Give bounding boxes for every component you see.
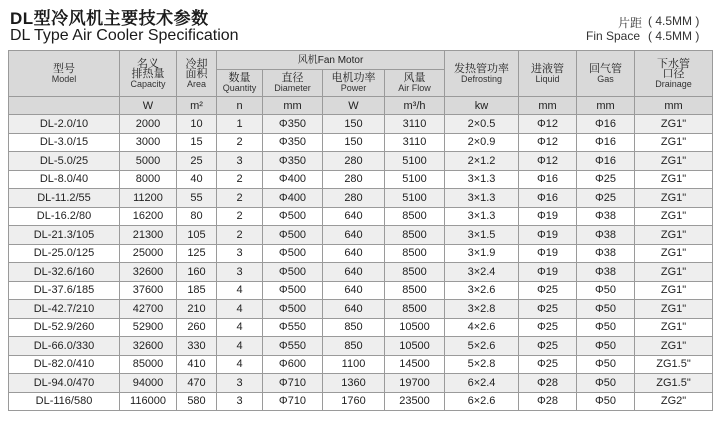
table-cell: Φ500 — [263, 244, 323, 263]
table-row — [9, 189, 713, 208]
table-cell: 1 — [217, 115, 263, 134]
table-cell: 11200 — [120, 189, 177, 208]
table-cell: Φ350 — [263, 133, 323, 152]
table-cell: Φ710 — [263, 374, 323, 393]
header-drainage: 下水管 口径 Drainage — [635, 51, 713, 97]
header-airflow: 风量 Air Flow — [385, 70, 445, 97]
table-cell: Φ25 — [577, 170, 635, 189]
table-cell: 4 — [217, 281, 263, 300]
table-cell: Φ50 — [577, 281, 635, 300]
table-cell: 4 — [217, 318, 263, 337]
table-cell: 640 — [323, 226, 385, 245]
table-cell: Φ16 — [577, 152, 635, 171]
unit-cell: mm — [577, 97, 635, 115]
table-cell: 3000 — [120, 133, 177, 152]
model-cell: DL-66.0/330 — [9, 337, 120, 356]
table-cell: 52900 — [120, 318, 177, 337]
table-cell: Φ400 — [263, 189, 323, 208]
table-cell: 25 — [177, 152, 217, 171]
table-cell: 3 — [217, 152, 263, 171]
header-liquid: 进液管 Liquid — [519, 51, 577, 97]
table-cell: 185 — [177, 281, 217, 300]
table-cell: 4 — [217, 337, 263, 356]
table-cell: 150 — [323, 115, 385, 134]
table-cell: Φ50 — [577, 337, 635, 356]
table-cell: Φ28 — [519, 392, 577, 411]
table-cell: 80 — [177, 207, 217, 226]
table-cell: 4 — [217, 355, 263, 374]
model-cell: DL-82.0/410 — [9, 355, 120, 374]
table-cell: 2 — [217, 189, 263, 208]
table-cell: 2×0.5 — [445, 115, 519, 134]
unit-cell: W — [323, 97, 385, 115]
table-cell: 55 — [177, 189, 217, 208]
fin-space-label-en: Fin Space — [586, 29, 641, 43]
table-cell: Φ16 — [577, 133, 635, 152]
table-cell: 2×0.9 — [445, 133, 519, 152]
table-cell: 150 — [323, 133, 385, 152]
table-cell: ZG1" — [635, 318, 713, 337]
table-cell: 3×2.4 — [445, 263, 519, 282]
table-row — [9, 281, 713, 300]
table-cell: 105 — [177, 226, 217, 245]
table-cell: 116000 — [120, 392, 177, 411]
table-cell: Φ25 — [577, 189, 635, 208]
table-cell: 40 — [177, 170, 217, 189]
page-title-cn: DL型冷风机主要技术参数 — [10, 9, 209, 28]
table-cell: 37600 — [120, 281, 177, 300]
model-cell: DL-8.0/40 — [9, 170, 120, 189]
table-cell: ZG1" — [635, 244, 713, 263]
table-cell: 850 — [323, 337, 385, 356]
table-cell: 580 — [177, 392, 217, 411]
model-cell: DL-2.0/10 — [9, 115, 120, 134]
table-cell: 10500 — [385, 318, 445, 337]
table-cell: Φ38 — [577, 226, 635, 245]
table-cell: 330 — [177, 337, 217, 356]
table-row — [9, 244, 713, 263]
model-cell: DL-16.2/80 — [9, 207, 120, 226]
header-diameter: 直径 Diameter — [263, 70, 323, 97]
table-cell: 2000 — [120, 115, 177, 134]
table-cell: ZG1" — [635, 263, 713, 282]
table-cell: Φ19 — [519, 226, 577, 245]
header-quantity: 数量 Quantity — [217, 70, 263, 97]
unit-cell: mm — [263, 97, 323, 115]
unit-cell: W — [120, 97, 177, 115]
table-row — [9, 152, 713, 171]
table-cell: 3×1.5 — [445, 226, 519, 245]
header-power: 电机功率 Power — [323, 70, 385, 97]
table-cell: 8500 — [385, 226, 445, 245]
table-cell: 2 — [217, 226, 263, 245]
unit-cell: mm — [635, 97, 713, 115]
fin-space-value-en: ( 4.5MM ) — [648, 29, 700, 43]
table-cell: Φ50 — [577, 374, 635, 393]
table-cell: 15 — [177, 133, 217, 152]
table-cell: 410 — [177, 355, 217, 374]
model-cell: DL-25.0/125 — [9, 244, 120, 263]
table-row — [9, 207, 713, 226]
table-cell: Φ25 — [519, 318, 577, 337]
table-cell: Φ25 — [519, 355, 577, 374]
table-cell: 210 — [177, 300, 217, 319]
table-cell: ZG1" — [635, 207, 713, 226]
table-cell: 6×2.4 — [445, 374, 519, 393]
table-cell: Φ25 — [519, 281, 577, 300]
table-cell: Φ25 — [519, 300, 577, 319]
table-cell: Φ50 — [577, 392, 635, 411]
table-cell: 640 — [323, 207, 385, 226]
table-cell: 8500 — [385, 244, 445, 263]
table-cell: Φ50 — [577, 355, 635, 374]
table-cell: 94000 — [120, 374, 177, 393]
table-cell: 23500 — [385, 392, 445, 411]
table-cell: 21300 — [120, 226, 177, 245]
table-cell: 640 — [323, 300, 385, 319]
table-cell: ZG2" — [635, 392, 713, 411]
table-cell: 2×1.2 — [445, 152, 519, 171]
table-cell: ZG1" — [635, 170, 713, 189]
table-cell: 3×2.8 — [445, 300, 519, 319]
table-cell: 260 — [177, 318, 217, 337]
table-cell: Φ500 — [263, 263, 323, 282]
fin-space-value-cn: ( 4.5MM ) — [648, 14, 700, 28]
table-cell: 16200 — [120, 207, 177, 226]
table-cell: Φ350 — [263, 152, 323, 171]
table-cell: 8500 — [385, 263, 445, 282]
table-cell: 280 — [323, 189, 385, 208]
table-cell: ZG1" — [635, 300, 713, 319]
table-row — [9, 318, 713, 337]
model-cell: DL-11.2/55 — [9, 189, 120, 208]
table-row — [9, 115, 713, 134]
model-cell: DL-3.0/15 — [9, 133, 120, 152]
table-cell: 5000 — [120, 152, 177, 171]
table-cell: 4 — [217, 300, 263, 319]
table-row — [9, 263, 713, 282]
table-cell: ZG1.5" — [635, 374, 713, 393]
table-cell: Φ38 — [577, 263, 635, 282]
table-cell: 5×2.6 — [445, 337, 519, 356]
table-cell: 640 — [323, 263, 385, 282]
table-row — [9, 392, 713, 411]
table-cell: Φ16 — [519, 189, 577, 208]
table-cell: Φ38 — [577, 244, 635, 263]
table-cell: ZG1" — [635, 133, 713, 152]
table-cell: 1360 — [323, 374, 385, 393]
table-cell: 4×2.6 — [445, 318, 519, 337]
table-cell: 8000 — [120, 170, 177, 189]
table-cell: 280 — [323, 170, 385, 189]
table-row — [9, 355, 713, 374]
table-cell: 1100 — [323, 355, 385, 374]
header-fan-motor: 风机Fan Motor — [217, 51, 445, 70]
table-cell: 85000 — [120, 355, 177, 374]
table-cell: Φ500 — [263, 207, 323, 226]
table-cell: Φ500 — [263, 281, 323, 300]
unit-cell: m³/h — [385, 97, 445, 115]
table-cell: Φ19 — [519, 207, 577, 226]
table-cell: ZG1" — [635, 152, 713, 171]
table-cell: Φ28 — [519, 374, 577, 393]
table-cell: Φ50 — [577, 318, 635, 337]
table-cell: Φ38 — [577, 207, 635, 226]
header-area: 冷却 面积 Area — [177, 51, 217, 97]
table-cell: 850 — [323, 318, 385, 337]
table-row — [9, 226, 713, 245]
table-cell: 32600 — [120, 337, 177, 356]
table-cell: 25000 — [120, 244, 177, 263]
table-cell: 3×2.6 — [445, 281, 519, 300]
table-cell: Φ12 — [519, 152, 577, 171]
unit-cell: mm — [519, 97, 577, 115]
table-cell: 42700 — [120, 300, 177, 319]
model-cell: DL-21.3/105 — [9, 226, 120, 245]
unit-cell — [9, 97, 120, 115]
model-cell: DL-32.6/160 — [9, 263, 120, 282]
table-cell: 280 — [323, 152, 385, 171]
table-cell: Φ550 — [263, 337, 323, 356]
table-cell: Φ500 — [263, 226, 323, 245]
table-cell: 125 — [177, 244, 217, 263]
table-cell: Φ350 — [263, 115, 323, 134]
table-cell: Φ12 — [519, 115, 577, 134]
table-cell: Φ16 — [577, 115, 635, 134]
table-cell: 640 — [323, 244, 385, 263]
table-cell: Φ19 — [519, 263, 577, 282]
table-cell: 640 — [323, 281, 385, 300]
table-cell: 8500 — [385, 281, 445, 300]
table-cell: 160 — [177, 263, 217, 282]
table-cell: 3110 — [385, 115, 445, 134]
table-cell: 2 — [217, 207, 263, 226]
table-cell: Φ16 — [519, 170, 577, 189]
table-cell: 5100 — [385, 170, 445, 189]
table-cell: 6×2.6 — [445, 392, 519, 411]
table-cell: 32600 — [120, 263, 177, 282]
table-cell: ZG1" — [635, 189, 713, 208]
table-cell: 10500 — [385, 337, 445, 356]
model-cell: DL-5.0/25 — [9, 152, 120, 171]
table-cell: ZG1" — [635, 337, 713, 356]
table-cell: 14500 — [385, 355, 445, 374]
table-cell: 3110 — [385, 133, 445, 152]
table-cell: ZG1" — [635, 281, 713, 300]
page-title-en: DL Type Air Cooler Specification — [10, 27, 239, 44]
table-cell: 3 — [217, 244, 263, 263]
units-row — [9, 97, 713, 115]
table-cell: ZG1.5" — [635, 355, 713, 374]
table-cell: Φ550 — [263, 318, 323, 337]
table-cell: 5100 — [385, 189, 445, 208]
table-cell: 8500 — [385, 207, 445, 226]
table-cell: 10 — [177, 115, 217, 134]
table-row — [9, 300, 713, 319]
table-row — [9, 133, 713, 152]
spec-table — [8, 50, 713, 411]
table-cell: 3×1.3 — [445, 170, 519, 189]
table-cell: Φ400 — [263, 170, 323, 189]
unit-cell: kw — [445, 97, 519, 115]
model-cell: DL-94.0/470 — [9, 374, 120, 393]
table-cell: 2 — [217, 170, 263, 189]
table-cell: ZG1" — [635, 226, 713, 245]
table-row — [9, 337, 713, 356]
table-cell: Φ12 — [519, 133, 577, 152]
table-row — [9, 374, 713, 393]
table-cell: 8500 — [385, 300, 445, 319]
fin-space-label-cn: 片距 — [618, 16, 643, 30]
table-cell: 3×1.3 — [445, 189, 519, 208]
table-cell: 470 — [177, 374, 217, 393]
table-cell: Φ500 — [263, 300, 323, 319]
table-cell: Φ600 — [263, 355, 323, 374]
table-cell: 5100 — [385, 152, 445, 171]
table-cell: 5×2.8 — [445, 355, 519, 374]
table-cell: 3×1.3 — [445, 207, 519, 226]
header-defrosting: 发热管功率 Defrosting — [445, 51, 519, 97]
table-cell: Φ19 — [519, 244, 577, 263]
table-cell: 19700 — [385, 374, 445, 393]
model-cell: DL-52.9/260 — [9, 318, 120, 337]
table-cell: Φ710 — [263, 392, 323, 411]
table-cell: 3 — [217, 392, 263, 411]
header-gas: 回气管 Gas — [577, 51, 635, 97]
table-cell: Φ25 — [519, 337, 577, 356]
table-row — [9, 170, 713, 189]
table-cell: 2 — [217, 133, 263, 152]
unit-cell: n — [217, 97, 263, 115]
model-cell: DL-37.6/185 — [9, 281, 120, 300]
header-model: 型号 Model — [9, 51, 120, 97]
unit-cell: m² — [177, 97, 217, 115]
table-cell: 3×1.9 — [445, 244, 519, 263]
header-capacity: 名义 排热量 Capacity — [120, 51, 177, 97]
table-cell: 3 — [217, 374, 263, 393]
table-cell: 3 — [217, 263, 263, 282]
table-cell: ZG1" — [635, 115, 713, 134]
table-cell: Φ50 — [577, 300, 635, 319]
model-cell: DL-42.7/210 — [9, 300, 120, 319]
model-cell: DL-116/580 — [9, 392, 120, 411]
table-cell: 1760 — [323, 392, 385, 411]
